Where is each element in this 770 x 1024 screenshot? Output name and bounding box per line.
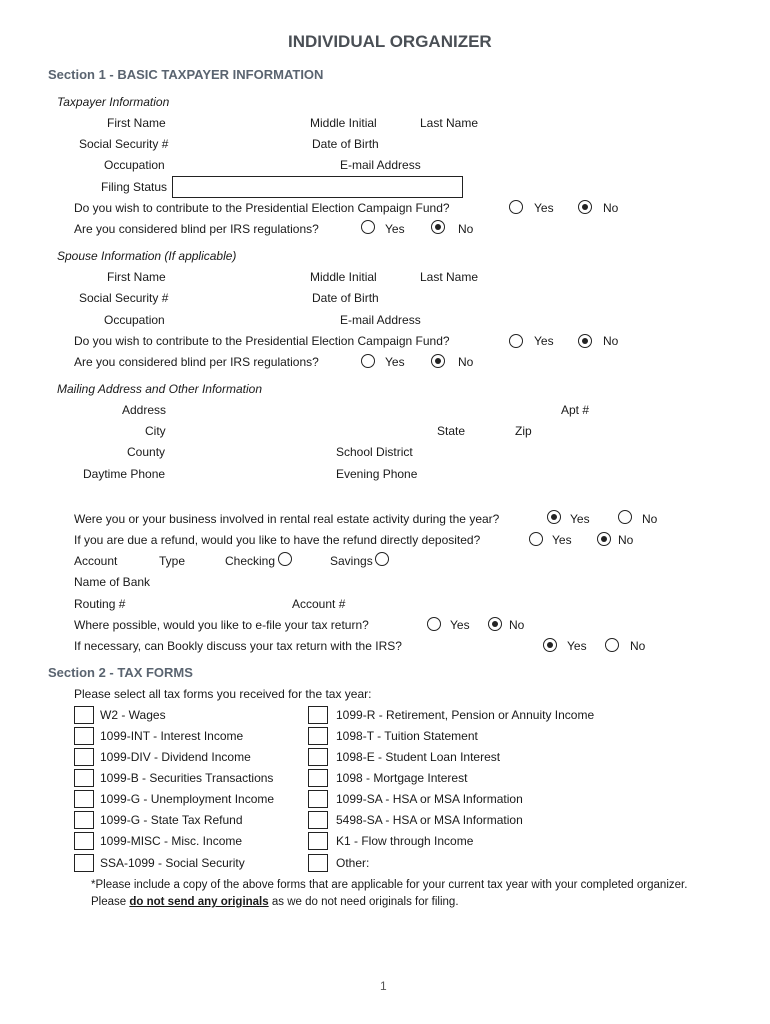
tax-forms-instruction: Please select all tax forms you received for the tax year:	[74, 687, 372, 701]
note-suffix: as we do not need originals for filing.	[268, 896, 459, 908]
taxpayer-campaign-no-label: No	[603, 201, 619, 215]
form-checkbox-w2[interactable]	[74, 706, 94, 724]
forms-note-line2	[91, 895, 459, 909]
form-checkbox-1099-g-refund[interactable]	[74, 811, 94, 829]
zip-label: Zip	[515, 424, 532, 438]
form-label-other: Other:	[336, 856, 370, 870]
spouse-campaign-no-label: No	[603, 334, 619, 348]
form-checkbox-k1[interactable]	[308, 832, 328, 850]
form-checkbox-1099-g-unemployment[interactable]	[74, 790, 94, 808]
rental-no-label: No	[642, 512, 658, 526]
efile-no-radio[interactable]	[488, 617, 502, 631]
mailing-heading: Mailing Address and Other Information	[57, 382, 262, 396]
spouse-heading: Spouse Information (If applicable)	[57, 249, 237, 263]
spouse-campaign-no-radio[interactable]	[578, 334, 592, 348]
spouse-first-name-label: First Name	[107, 270, 166, 284]
form-label-1099-sa: 1099-SA - HSA or MSA Information	[336, 792, 523, 806]
account-number-label: Account #	[292, 597, 346, 611]
state-label: State	[437, 424, 466, 438]
account-label: Account	[74, 554, 118, 568]
form-checkbox-1099-sa[interactable]	[308, 790, 328, 808]
form-label-k1: K1 - Flow through Income	[336, 834, 474, 848]
savings-radio[interactable]	[375, 552, 389, 566]
taxpayer-dob-label: Date of Birth	[312, 137, 379, 151]
form-checkbox-ssa-1099[interactable]	[74, 854, 94, 872]
note-emphasis: do not send any originals	[129, 896, 269, 908]
taxpayer-blind-yes-label: Yes	[385, 222, 405, 236]
refund-yes-label: Yes	[552, 533, 572, 547]
forms-note-line1: *Please include a copy of the above forms that are applicable for your current tax year with your completed organizer.	[91, 879, 688, 891]
taxpayer-campaign-yes-radio[interactable]	[509, 200, 523, 214]
form-label-1099-r: 1099-R - Retirement, Pension or Annuity Income	[336, 708, 595, 722]
taxpayer-campaign-no-radio[interactable]	[578, 200, 592, 214]
discuss-yes-radio[interactable]	[543, 638, 557, 652]
school-district-label: School District	[336, 445, 413, 459]
taxpayer-blind-yes-radio[interactable]	[361, 220, 375, 234]
refund-no-radio[interactable]	[597, 532, 611, 546]
checking-label: Checking	[225, 554, 276, 568]
form-label-1098-e: 1098-E - Student Loan Interest	[336, 750, 501, 764]
form-label-5498-sa: 5498-SA - HSA or MSA Information	[336, 813, 523, 827]
daytime-phone-label: Daytime Phone	[83, 467, 166, 481]
spouse-blind-yes-radio[interactable]	[361, 354, 375, 368]
taxpayer-occupation-label: Occupation	[104, 158, 165, 172]
taxpayer-ssn-label: Social Security #	[79, 137, 169, 151]
filing-status-label: Filing Status	[101, 180, 168, 194]
savings-label: Savings	[330, 554, 373, 568]
efile-no-label: No	[509, 618, 525, 632]
taxpayer-blind-no-radio[interactable]	[431, 220, 445, 234]
type-label: Type	[159, 554, 186, 568]
form-label-1099-b: 1099-B - Securities Transactions	[100, 771, 274, 785]
form-label-1099-g-unemployment: 1099-G - Unemployment Income	[100, 792, 275, 806]
form-checkbox-1099-misc[interactable]	[74, 832, 94, 850]
taxpayer-last-name-label: Last Name	[420, 116, 479, 130]
spouse-blind-no-label: No	[458, 355, 474, 369]
rental-no-radio[interactable]	[618, 510, 632, 524]
city-label: City	[145, 424, 166, 438]
taxpayer-email-label: E-mail Address	[340, 158, 421, 172]
taxpayer-first-name-label: First Name	[107, 116, 166, 130]
spouse-dob-label: Date of Birth	[312, 291, 379, 305]
efile-yes-label: Yes	[450, 618, 470, 632]
form-label-w2: W2 - Wages	[100, 708, 166, 722]
refund-yes-radio[interactable]	[529, 532, 543, 546]
discuss-yes-label: Yes	[567, 639, 587, 653]
spouse-ssn-label: Social Security #	[79, 291, 169, 305]
form-label-1098: 1098 - Mortgage Interest	[336, 771, 468, 785]
form-checkbox-1098[interactable]	[308, 769, 328, 787]
spouse-campaign-yes-label: Yes	[534, 334, 554, 348]
rental-question: Were you or your business involved in rental real estate activity during the year?	[74, 512, 500, 526]
county-label: County	[127, 445, 166, 459]
refund-no-label: No	[618, 533, 634, 547]
form-label-ssa-1099: SSA-1099 - Social Security	[100, 856, 245, 870]
evening-phone-label: Evening Phone	[336, 467, 418, 481]
discuss-no-radio[interactable]	[605, 638, 619, 652]
spouse-last-name-label: Last Name	[420, 270, 479, 284]
filing-status-input[interactable]	[172, 176, 463, 198]
section2-heading: Section 2 - TAX FORMS	[48, 665, 193, 680]
spouse-middle-initial-label: Middle Initial	[310, 270, 377, 284]
checking-radio[interactable]	[278, 552, 292, 566]
form-label-1099-int: 1099-INT - Interest Income	[100, 729, 244, 743]
form-label-1098-t: 1098-T - Tuition Statement	[336, 729, 478, 743]
rental-yes-radio[interactable]	[547, 510, 561, 524]
efile-yes-radio[interactable]	[427, 617, 441, 631]
taxpayer-campaign-yes-label: Yes	[534, 201, 554, 215]
taxpayer-heading: Taxpayer Information	[57, 95, 170, 109]
form-label-1099-misc: 1099-MISC - Misc. Income	[100, 834, 243, 848]
taxpayer-campaign-question: Do you wish to contribute to the Presidential Election Campaign Fund?	[74, 201, 450, 215]
form-checkbox-1099-int[interactable]	[74, 727, 94, 745]
form-checkbox-1099-div[interactable]	[74, 748, 94, 766]
page-number: 1	[380, 979, 387, 993]
routing-label: Routing #	[74, 597, 126, 611]
form-checkbox-other[interactable]	[308, 854, 328, 872]
spouse-campaign-question: Do you wish to contribute to the Presidential Election Campaign Fund?	[74, 334, 450, 348]
form-checkbox-1099-r[interactable]	[308, 706, 328, 724]
form-checkbox-1098-t[interactable]	[308, 727, 328, 745]
taxpayer-blind-question: Are you considered blind per IRS regulations?	[74, 222, 319, 236]
form-checkbox-1099-b[interactable]	[74, 769, 94, 787]
apt-label: Apt #	[561, 403, 590, 417]
form-checkbox-5498-sa[interactable]	[308, 811, 328, 829]
refund-question: If you are due a refund, would you like to have the refund directly deposited?	[74, 533, 481, 547]
spouse-blind-yes-label: Yes	[385, 355, 405, 369]
spouse-campaign-yes-radio[interactable]	[509, 334, 523, 348]
rental-yes-label: Yes	[570, 512, 590, 526]
discuss-question: If necessary, can Bookly discuss your tax return with the IRS?	[74, 639, 402, 653]
spouse-blind-question: Are you considered blind per IRS regulations?	[74, 355, 319, 369]
form-label-1099-g-refund: 1099-G - State Tax Refund	[100, 813, 243, 827]
taxpayer-blind-no-label: No	[458, 222, 474, 236]
page-title: INDIVIDUAL ORGANIZER	[288, 32, 492, 51]
spouse-occupation-label: Occupation	[104, 313, 165, 327]
note-prefix: Please	[91, 896, 130, 908]
address-label: Address	[122, 403, 167, 417]
bank-name-label: Name of Bank	[74, 575, 151, 589]
section1-heading: Section 1 - BASIC TAXPAYER INFORMATION	[48, 67, 324, 82]
form-label-1099-div: 1099-DIV - Dividend Income	[100, 750, 251, 764]
taxpayer-middle-initial-label: Middle Initial	[310, 116, 377, 130]
spouse-email-label: E-mail Address	[340, 313, 421, 327]
discuss-no-label: No	[630, 639, 646, 653]
efile-question: Where possible, would you like to e-file your tax return?	[74, 618, 369, 632]
spouse-blind-no-radio[interactable]	[431, 354, 445, 368]
form-checkbox-1098-e[interactable]	[308, 748, 328, 766]
